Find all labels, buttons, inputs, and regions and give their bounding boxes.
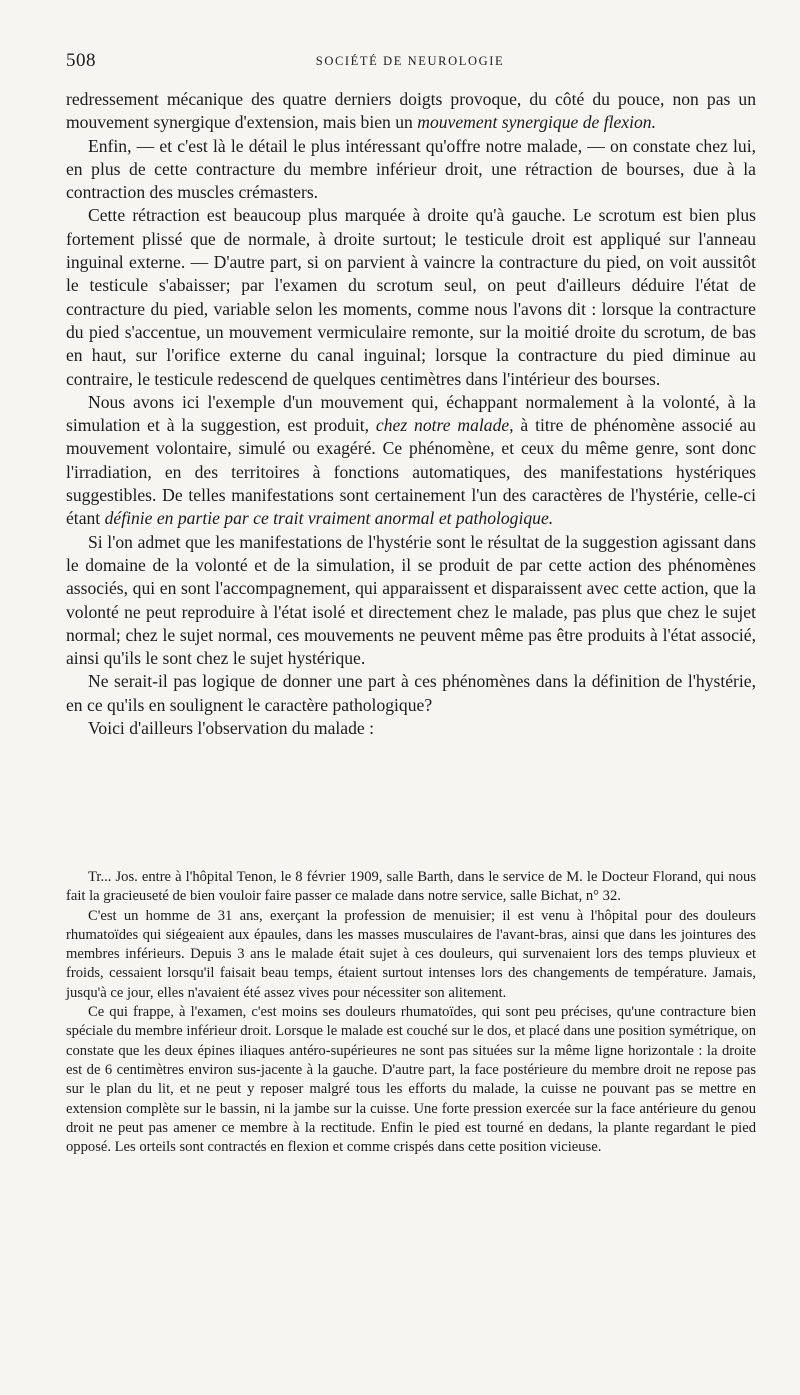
observation-section [66, 868, 756, 1157]
paragraph-1-italic: mouvement synergique de flexion. [417, 112, 656, 133]
observation-paragraph-3: Ce qui frappe, à l'examen, c'est moins ses douleurs rhumatoïdes, qui sont peu précises, qu'une contracture bien spéciale du membre inférieur droit. Lorsque le malade est couché sur le dos, et placé dans une position symétrique, on constate que les deux épines iliaques antéro-supérieures ne sont pas situées sur la même ligne horizontale : la droite est de 6 centimètres environ sus-jacente à la gauche. D'autre part, la face postérieure du membre droit ne repose pas sur le plan du lit, et ne peut y reposer malgré tous les efforts du malade, la cuisse ne pouvant pas se mettre en extension complète sur le bassin, ni la jambe sur la cuisse. Une forte pression exercée sur la face antérieure du genou droit ne peut pas amener ce membre à la rectitude. Enfin le pied est tourné en dedans, la plante regardant le pied opposé. Les orteils sont contractés en flexion et comme crispés dans cette position vicieuse. [66, 1004, 756, 1156]
paragraph-6: Ne serait-il pas logique de donner une part à ces phénomènes dans la définition de l'hystérie, en ce qu'ils en soulignent le caractère pathologique? [66, 671, 756, 715]
paragraph-4-italic-1: chez notre malade, [375, 415, 514, 436]
paragraph-1 [66, 88, 756, 135]
paragraph-4-text-a: Nous avons ici l'exemple d'un mouvement qui, échappant normalement à la volonté, à la simulation et à la suggestion, est produit, [66, 391, 756, 436]
paragraph-5: Si l'on admet que les manifestations de l'hystérie sont le résultat de la suggestion agissant dans le domaine de la volonté et de la simulation, il se produit de par cette action des phénomènes associés, qui en sont l'accompagnement, qui apparaissent et disparaissent avec cette action, que la volonté ne peut reproduire à l'état isolé et directement chez le malade, pas plus que chez le sujet normal; chez le sujet normal, ces mouvements ne peuvent même pas être produits à l'état associé, ainsi qu'ils le sont chez le sujet hystérique. [66, 531, 756, 669]
observation-paragraph-2: C'est un homme de 31 ans, exerçant la profession de menuisier; il est venu à l'hôpital pour des douleurs rhumatoïdes qui siégeaient aux épaules, dans les masses musculaires de l'avant-bras, ainsi que dans les jointures des membres inférieurs. Depuis 3 ans le malade était sujet à ces douleurs, qui survenaient lors des temps pluvieux et froids, cessaient lorsqu'il faisait beau temps, étaient surtout intenses lors des changements de température. Jamais, jusqu'à ce jour, elles n'avaient été assez vives pour nécessiter son alitement. [66, 907, 756, 1001]
paragraph-1-text: redressement mécanique des quatre derniers doigts provoque, du côté du pouce, non pas un mouvement synergique d'extension, mais bien un [66, 89, 756, 133]
observation-paragraph-1: Tr... Jos. entre à l'hôpital Tenon, le 8 février 1909, salle Barth, dans le service de M. le Docteur Florand, qui nous fait la gracieuseté de bien vouloir faire passer ce malade dans notre service, salle Bichat, n° 32. [66, 869, 756, 905]
page-header [66, 50, 754, 72]
paragraph-4-text-b: à titre de phénomène associé au mouvement volontaire, simulé ou exagéré. Ce phénomène, et ceux du même genre, sont donc l'irradiation, en des territoires à fonctions automatiques, des manifestations hystériques suggestibles. De telles manifestations sont certainement l'un des caractères de l'hystérie, celle-ci étant [66, 415, 756, 529]
paragraph-7: Voici d'ailleurs l'observation du malade : [88, 718, 374, 739]
page-number: 508 [66, 50, 96, 71]
running-title: SOCIÉTÉ DE NEUROLOGIE [315, 54, 505, 68]
paragraph-2: Enfin, — et c'est là le détail le plus intéressant qu'offre notre malade, — on constate chez lui, en plus de cette contracture du membre inférieur droit, une rétraction de bourses, due à la contraction des muscles crémasters. [66, 135, 756, 203]
main-text [66, 88, 756, 740]
paragraph-4 [66, 391, 756, 531]
paragraph-4-italic-2: définie en partie par ce trait vraiment anormal et pathologique. [104, 508, 554, 529]
paragraph-3: Cette rétraction est beaucoup plus marquée à droite qu'à gauche. Le scrotum est bien plus fortement plissé que de normale, à droite surtout; le testicule droit est appliqué sur l'anneau inguinal externe. — D'autre part, si on parvient à vaincre la contracture du pied, on voit aussitôt le testicule s'abaisser; par l'examen du scrotum seul, on peut d'ailleurs déduire l'état de contracture du pied, variable selon les moments, comme nous l'avons dit : lorsque la contracture du pied s'accentue, un mouvement vermiculaire remonte, sur la moitié droite du scrotum, de bas en haut, sur l'orifice externe du canal inguinal; lorsque la contracture du pied diminue au contraire, le testicule redescend de quelques centimètres dans l'intérieur des bourses. [66, 205, 756, 389]
